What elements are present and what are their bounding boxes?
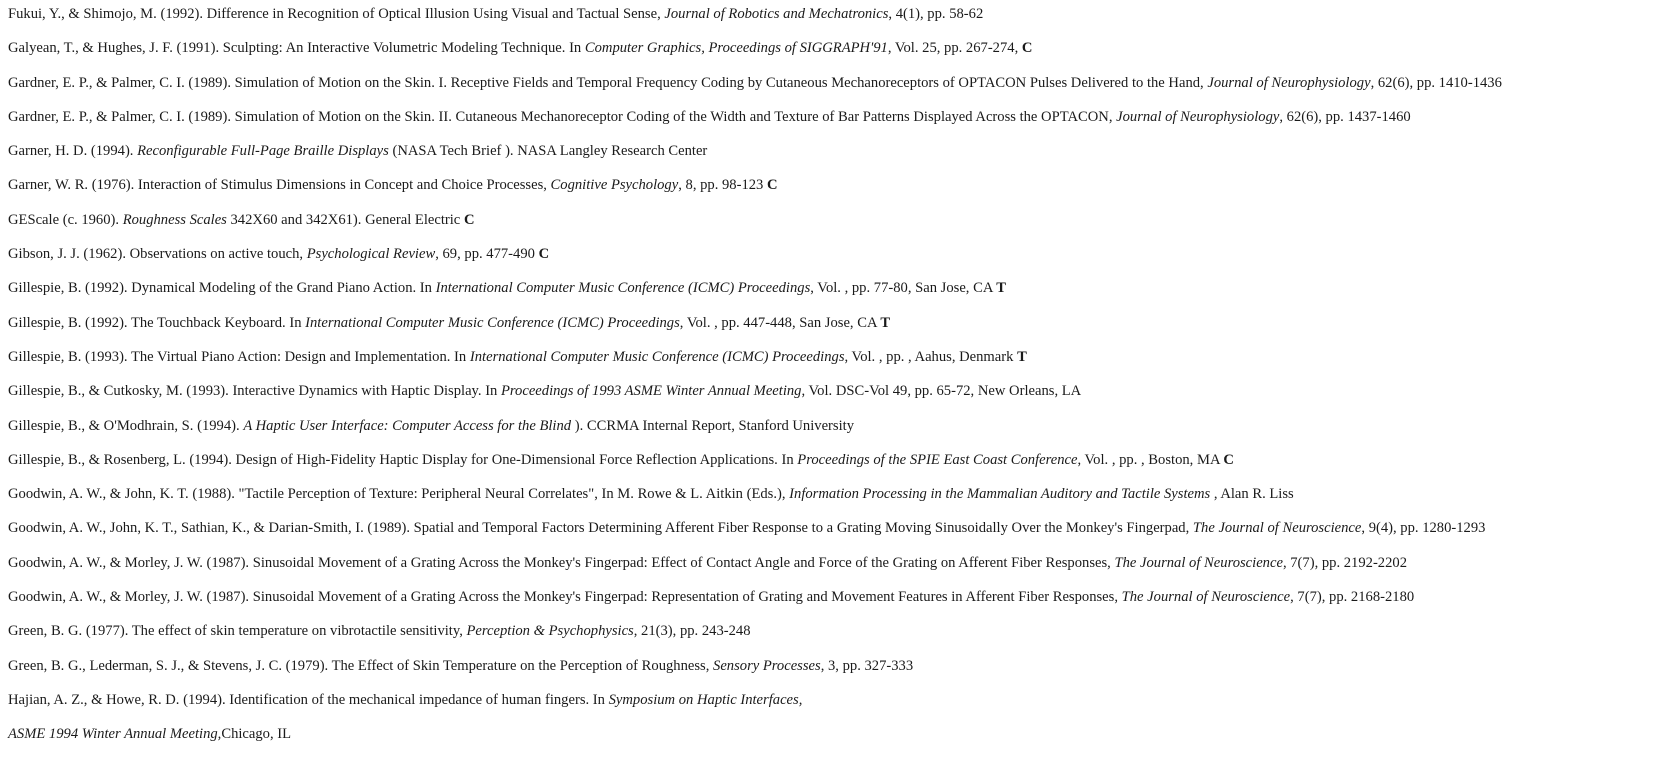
reference-text: , Vol. DSC-Vol 49, pp. 65-72, New Orleans, LA <box>801 383 1082 400</box>
reference-category-marker: C <box>463 211 475 228</box>
reference-entry <box>8 554 1678 588</box>
reference-source-title: Journal of Neurophysiology <box>1207 74 1371 91</box>
reference-category-marker: C <box>538 246 550 263</box>
reference-text: , 8, pp. 98-123 <box>678 177 767 194</box>
reference-source-title: Journal of Neurophysiology <box>1116 108 1280 125</box>
reference-text: , 7(7), pp. 2168-2180 <box>1290 589 1415 606</box>
reference-text: Chicago, IL <box>221 726 292 743</box>
reference-text: , Vol. , pp. 77-80, San Jose, CA <box>810 280 997 297</box>
reference-source-title: Psychological Review <box>306 246 436 263</box>
reference-entry <box>8 485 1678 519</box>
reference-category-marker: C <box>1223 451 1234 468</box>
reference-source-title: The Journal of Neuroscience <box>1114 554 1283 571</box>
reference-text: , 4(1), pp. 58-62 <box>888 6 984 22</box>
reference-text: Goodwin, A. W., John, K. T., Sathian, K., & Darian-Smith, I. (1989). Spatial and Temporal Factors Determining Afferent Fiber Response to a Grating Moving Sinusoidally Over the Monkey's Fingerpad, <box>8 520 1193 537</box>
reference-category-marker: C <box>1021 40 1033 57</box>
reference-text: Gardner, E. P., & Palmer, C. I. (1989). Simulation of Motion on the Skin. II. Cutaneous Mechanoreceptor Coding of the Width and Texture of Bar Patterns Displayed Across the OPTACON, <box>8 108 1117 125</box>
reference-text: , Vol. 25, pp. 267-274, <box>887 40 1022 57</box>
reference-text: Green, B. G. (1977). The effect of skin temperature on vibrotactile sensitivity, <box>8 623 467 640</box>
reference-text: , 21(3), pp. 243-248 <box>633 623 751 640</box>
reference-text: , Vol. , pp. 447-448, San Jose, CA <box>679 314 881 331</box>
reference-list <box>8 5 1678 760</box>
reference-entry <box>8 382 1678 416</box>
reference-source-title: Cognitive Psychology <box>550 177 679 194</box>
reference-source-title: Symposium on Haptic Interfaces, <box>608 691 803 708</box>
reference-entry <box>8 142 1678 176</box>
reference-text: Green, B. G., Lederman, S. J., & Stevens, J. C. (1979). The Effect of Skin Temperature on the Perception of Roughness, <box>8 657 714 674</box>
reference-source-title: Perception & Psychophysics <box>466 623 634 640</box>
reference-source-title: Information Processing in the Mammalian Auditory and Tactile Systems <box>789 486 1211 503</box>
reference-category-marker: T <box>880 314 891 331</box>
reference-text: (NASA Tech Brief ). NASA Langley Research Center <box>388 143 708 160</box>
reference-text: , 69, pp. 477-490 <box>435 246 539 263</box>
reference-source-title: A Haptic User Interface: Computer Access for the Blind <box>243 417 572 434</box>
reference-text: Gillespie, B. (1992). Dynamical Modeling of the Grand Piano Action. In <box>8 280 436 297</box>
reference-source-title: The Journal of Neuroscience <box>1192 520 1362 537</box>
reference-text: , Alan R. Liss <box>1210 486 1294 503</box>
reference-text: GEScale (c. 1960). <box>8 211 123 228</box>
reference-text: , 3, pp. 327-333 <box>820 657 914 674</box>
reference-text: Gillespie, B. (1992). The Touchback Keyboard. In <box>8 314 306 331</box>
reference-text: , 62(6), pp. 1410-1436 <box>1370 74 1502 91</box>
reference-text: Garner, W. R. (1976). Interaction of Stimulus Dimensions in Concept and Choice Processes, <box>8 177 551 194</box>
reference-text: Gillespie, B., & Rosenberg, L. (1994). Design of High-Fidelity Haptic Display for One-Dimensional Force Reflection Applications. In <box>8 451 798 468</box>
reference-text: Gillespie, B. (1993). The Virtual Piano Action: Design and Implementation. In <box>8 348 470 365</box>
reference-entry <box>8 279 1678 313</box>
reference-entry <box>8 108 1678 142</box>
reference-text: Gibson, J. J. (1962). Observations on active touch, <box>8 246 307 263</box>
reference-text: Gillespie, B., & Cutkosky, M. (1993). Interactive Dynamics with Haptic Display. In <box>8 383 501 400</box>
reference-text: Garner, H. D. (1994). <box>8 143 138 160</box>
reference-text: , Vol. , pp. , Aahus, Denmark <box>844 348 1018 365</box>
reference-source-title: International Computer Music Conference (ICMC) Proceedings <box>469 348 845 365</box>
reference-entry <box>8 314 1678 348</box>
reference-entry <box>8 417 1678 451</box>
reference-entry <box>8 588 1678 622</box>
reference-entry <box>8 348 1678 382</box>
reference-source-title: Roughness Scales <box>122 211 227 228</box>
reference-entry <box>8 74 1678 108</box>
reference-source-title: Computer Graphics, Proceedings of SIGGRAPH'91 <box>584 40 888 57</box>
reference-entry <box>8 519 1678 553</box>
reference-entry <box>8 211 1678 245</box>
reference-source-title: Proceedings of 1993 ASME Winter Annual Meeting <box>501 383 802 400</box>
reference-category-marker: T <box>1017 348 1027 365</box>
reference-text: , 9(4), pp. 1280-1293 <box>1361 520 1486 537</box>
reference-entry <box>8 245 1678 279</box>
reference-source-title: ASME 1994 Winter Annual Meeting, <box>8 726 222 743</box>
reference-source-title: Reconfigurable Full-Page Braille Displays <box>137 143 389 160</box>
reference-entry <box>8 451 1678 485</box>
reference-category-marker: C <box>767 177 778 194</box>
reference-entry <box>8 39 1678 73</box>
reference-entry <box>8 176 1678 210</box>
reference-text: ). CCRMA Internal Report, Stanford University <box>571 417 855 434</box>
reference-entry <box>8 5 1678 39</box>
reference-entry <box>8 691 1678 725</box>
reference-text: Hajian, A. Z., & Howe, R. D. (1994). Identification of the mechanical impedance of human fingers. In <box>8 691 609 708</box>
reference-source-title: International Computer Music Conference (ICMC) Proceedings <box>435 280 811 297</box>
reference-text: Galyean, T., & Hughes, J. F. (1991). Sculpting: An Interactive Volumetric Modeling Technique. In <box>8 40 585 57</box>
reference-source-title: Sensory Processes <box>713 657 821 674</box>
reference-entry <box>8 725 1678 759</box>
reference-source-title: The Journal of Neuroscience <box>1121 589 1291 606</box>
reference-text: 342X60 and 342X61). General Electric <box>226 211 464 228</box>
reference-text: , 62(6), pp. 1437-1460 <box>1279 108 1411 125</box>
reference-text: Goodwin, A. W., & John, K. T. (1988). "Tactile Perception of Texture: Peripheral Neural Correlates", In M. Rowe & L. Aitkin (Eds.), <box>8 486 790 503</box>
reference-category-marker: T <box>996 280 1006 297</box>
reference-text: Goodwin, A. W., & Morley, J. W. (1987). Sinusoidal Movement of a Grating Across the Monkey's Fingerpad: Effect of Contact Angle and Force of the Grating on Afferent Fiber Responses, <box>8 554 1115 571</box>
reference-entry <box>8 657 1678 691</box>
reference-source-title: Journal of Robotics and Mechatronics <box>664 6 889 22</box>
reference-text: Gillespie, B., & O'Modhrain, S. (1994). <box>8 417 244 434</box>
reference-entry <box>8 622 1678 656</box>
reference-text: Goodwin, A. W., & Morley, J. W. (1987). Sinusoidal Movement of a Grating Across the Monkey's Fingerpad: Representation of Grating and Movement Features in Afferent Fiber Responses, <box>8 589 1122 606</box>
reference-text: , 7(7), pp. 2192-2202 <box>1282 554 1407 571</box>
reference-text: Gardner, E. P., & Palmer, C. I. (1989). Simulation of Motion on the Skin. I. Receptive Fields and Temporal Frequency Coding by Cutaneous Mechanoreceptors of OPTACON Pulses Delivered to the Hand, <box>8 74 1208 91</box>
reference-source-title: International Computer Music Conference (ICMC) Proceedings <box>305 314 680 331</box>
reference-source-title: Proceedings of the SPIE East Coast Conference <box>797 451 1078 468</box>
reference-text: Fukui, Y., & Shimojo, M. (1992). Difference in Recognition of Optical Illusion Using Visual and Tactual Sense, <box>8 6 665 22</box>
reference-text: , Vol. , pp. , Boston, MA <box>1077 451 1224 468</box>
